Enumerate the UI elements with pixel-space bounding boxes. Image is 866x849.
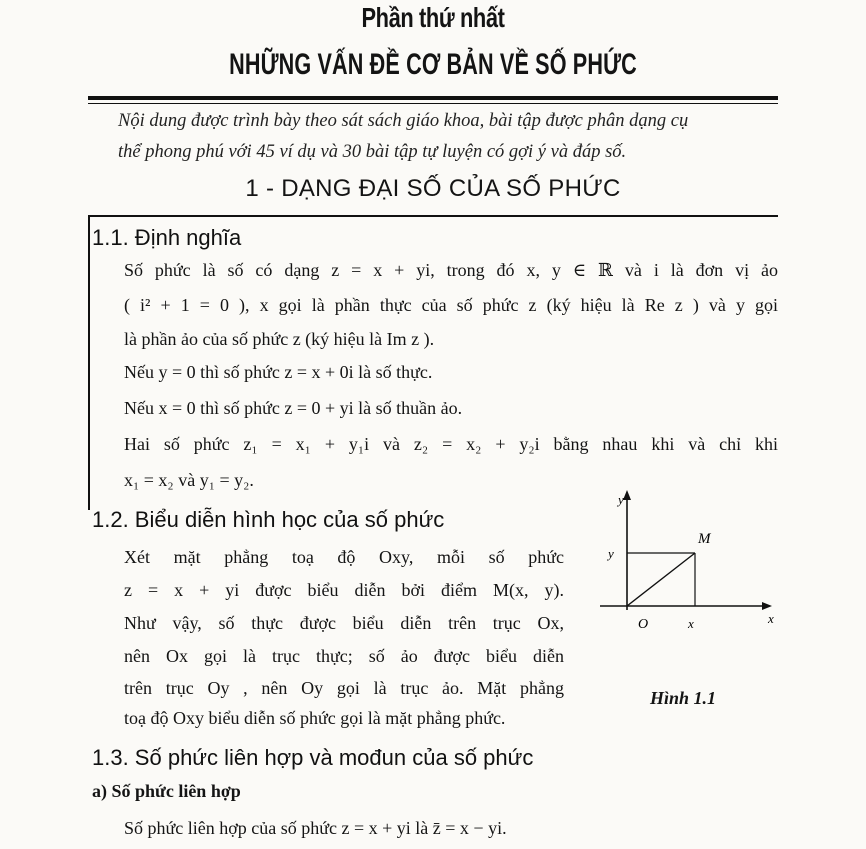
definition-line-1: Số phức là số có dạng z = x + yi, trong đó x, y ∈ ℝ và i là đơn vị ảo <box>124 260 778 280</box>
vector-om <box>627 553 695 606</box>
section-rule <box>88 215 778 217</box>
definition-line-2: ( i² + 1 = 0 ), x gọi là phần thực của số phức z (ký hiệu là Re z ) và y gọi <box>124 295 778 315</box>
heading-definition: 1.1. Định nghĩa <box>92 225 242 250</box>
geometry-line-5: trên trục Oy , nên Oy gọi là trục ảo. Mặt phẳng <box>124 678 564 698</box>
geometry-line-3: Như vậy, số thực được biểu diễn trên trục Ox, <box>124 613 564 633</box>
geometry-line-2: z = x + yi được biểu diễn bởi điểm M(x, y). <box>124 580 564 600</box>
y-axis-label: y <box>618 492 624 507</box>
definition-line-4: Nếu y = 0 thì số phức z = x + 0i là số thực. <box>124 362 433 382</box>
definition-line-3: là phần ảo của số phức z (ký hiệu là Im z ). <box>124 329 435 349</box>
title-rule-thin <box>88 103 778 104</box>
y-tick-label: y <box>608 546 614 561</box>
section-box-left-border <box>88 215 90 510</box>
complex-plane-figure <box>590 480 780 640</box>
subheading-conjugate: a) Số phức liên hợp <box>92 781 241 801</box>
definition-line-7: x₁ = x₂ và y₁ = y₂. <box>124 470 254 490</box>
x-tick-label: x <box>688 616 694 631</box>
intro-line-2: thể phong phú với 45 ví dụ và 30 bài tập tự luyện có gợi ý và đáp số. <box>118 142 627 162</box>
origin-label: O <box>638 617 649 632</box>
heading-conjugate-modulus: 1.3. Số phức liên hợp và mođun của số phức <box>92 745 534 770</box>
point-m-label: M <box>698 531 711 547</box>
main-title: NHỮNG VẤN ĐỀ CƠ BẢN VỀ SỐ PHỨC <box>229 48 637 81</box>
part-title: Phần thứ nhất <box>361 2 505 33</box>
geometry-line-1: Xét mặt phẳng toạ độ Oxy, mỗi số phức <box>124 547 564 567</box>
y-axis-arrow <box>623 490 631 500</box>
geometry-line-6: toạ độ Oxy biểu diễn số phức gọi là mặt phẳng phức. <box>124 708 506 728</box>
figure-caption: Hình 1.1 <box>650 688 717 708</box>
conjugate-line-1: Số phức liên hợp của số phức z = x + yi là z̄ = x − yi. <box>124 818 507 838</box>
intro-line-1: Nội dung được trình bày theo sát sách giáo khoa, bài tập được phân dạng cụ <box>118 111 689 131</box>
heading-geometric-representation: 1.2. Biểu diễn hình học của số phức <box>92 507 445 532</box>
definition-line-6: Hai số phức z₁ = x₁ + y₁i và z₂ = x₂ + y₂i bằng nhau khi và chỉ khi <box>124 434 778 454</box>
x-axis-arrow <box>762 602 772 610</box>
definition-line-5: Nếu x = 0 thì số phức z = 0 + yi là số thuần ảo. <box>124 398 463 418</box>
geometry-line-4: nên Ox gọi là trục thực; số ảo được biểu diễn <box>124 646 564 666</box>
section-title: 1 - DẠNG ĐẠI SỐ CỦA SỐ PHỨC <box>245 175 621 202</box>
x-axis-label: x <box>768 611 774 626</box>
title-rule-thick <box>88 96 778 100</box>
intro-paragraph <box>118 106 778 168</box>
